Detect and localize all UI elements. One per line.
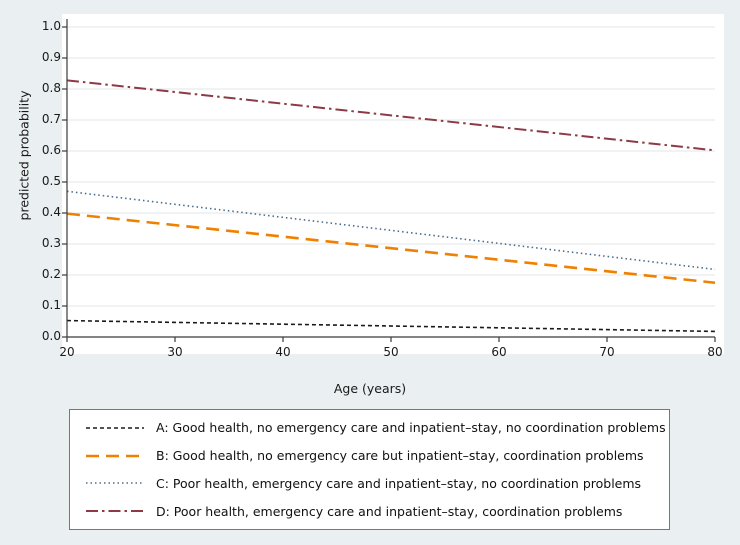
- x-tick-label: 40: [275, 345, 291, 359]
- plot-svg: [62, 14, 724, 354]
- legend: [69, 409, 670, 530]
- legend-swatch-d: [84, 504, 146, 518]
- y-tick-label: 0.1: [41, 298, 61, 312]
- y-tick-label: 0.4: [41, 205, 61, 219]
- y-tick-label: 1.0: [41, 19, 61, 33]
- legend-label: A: Good health, no emergency care and inpatient–stay, no coordination problems: [156, 420, 666, 436]
- legend-item: [70, 470, 669, 498]
- series-line-d: [67, 80, 715, 150]
- legend-label: B: Good health, no emergency care but inpatient–stay, coordination problems: [156, 448, 644, 464]
- legend-item: [70, 414, 669, 442]
- legend-item: [70, 442, 669, 470]
- series-line-a: [67, 321, 715, 332]
- series-line-b: [67, 214, 715, 283]
- legend-swatch-c: [84, 476, 146, 490]
- y-tick-label: 0.8: [41, 81, 61, 95]
- x-tick-label: 20: [59, 345, 75, 359]
- y-tick-label: 0.6: [41, 143, 61, 157]
- legend-swatch-b: [84, 449, 146, 463]
- x-tick-label: 80: [707, 345, 723, 359]
- legend-label: C: Poor health, emergency care and inpatient–stay, no coordination problems: [156, 475, 642, 491]
- legend-swatch-a: [84, 421, 146, 435]
- x-tick-label: 60: [491, 345, 507, 359]
- x-axis-title: Age (years): [333, 381, 407, 396]
- y-tick-label: 0.5: [41, 174, 61, 188]
- y-tick-label: 0.7: [41, 112, 61, 126]
- y-tick-label: 0.9: [41, 50, 61, 64]
- y-axis-title: predicted probability: [16, 90, 32, 221]
- x-tick-label: 30: [167, 345, 183, 359]
- legend-label: D: Poor health, emergency care and inpatient–stay, coordination problems: [156, 503, 623, 519]
- legend-rows: [70, 410, 669, 529]
- plot-inner: [62, 14, 724, 354]
- y-tick-label: 0.0: [41, 329, 61, 343]
- y-tick-label: 0.2: [41, 267, 61, 281]
- series-line-c: [67, 191, 715, 269]
- legend-item: [70, 497, 669, 525]
- plot-area: [62, 14, 724, 354]
- x-tick-label: 70: [599, 345, 615, 359]
- y-tick-label: 0.3: [41, 236, 61, 250]
- x-tick-label: 50: [383, 345, 399, 359]
